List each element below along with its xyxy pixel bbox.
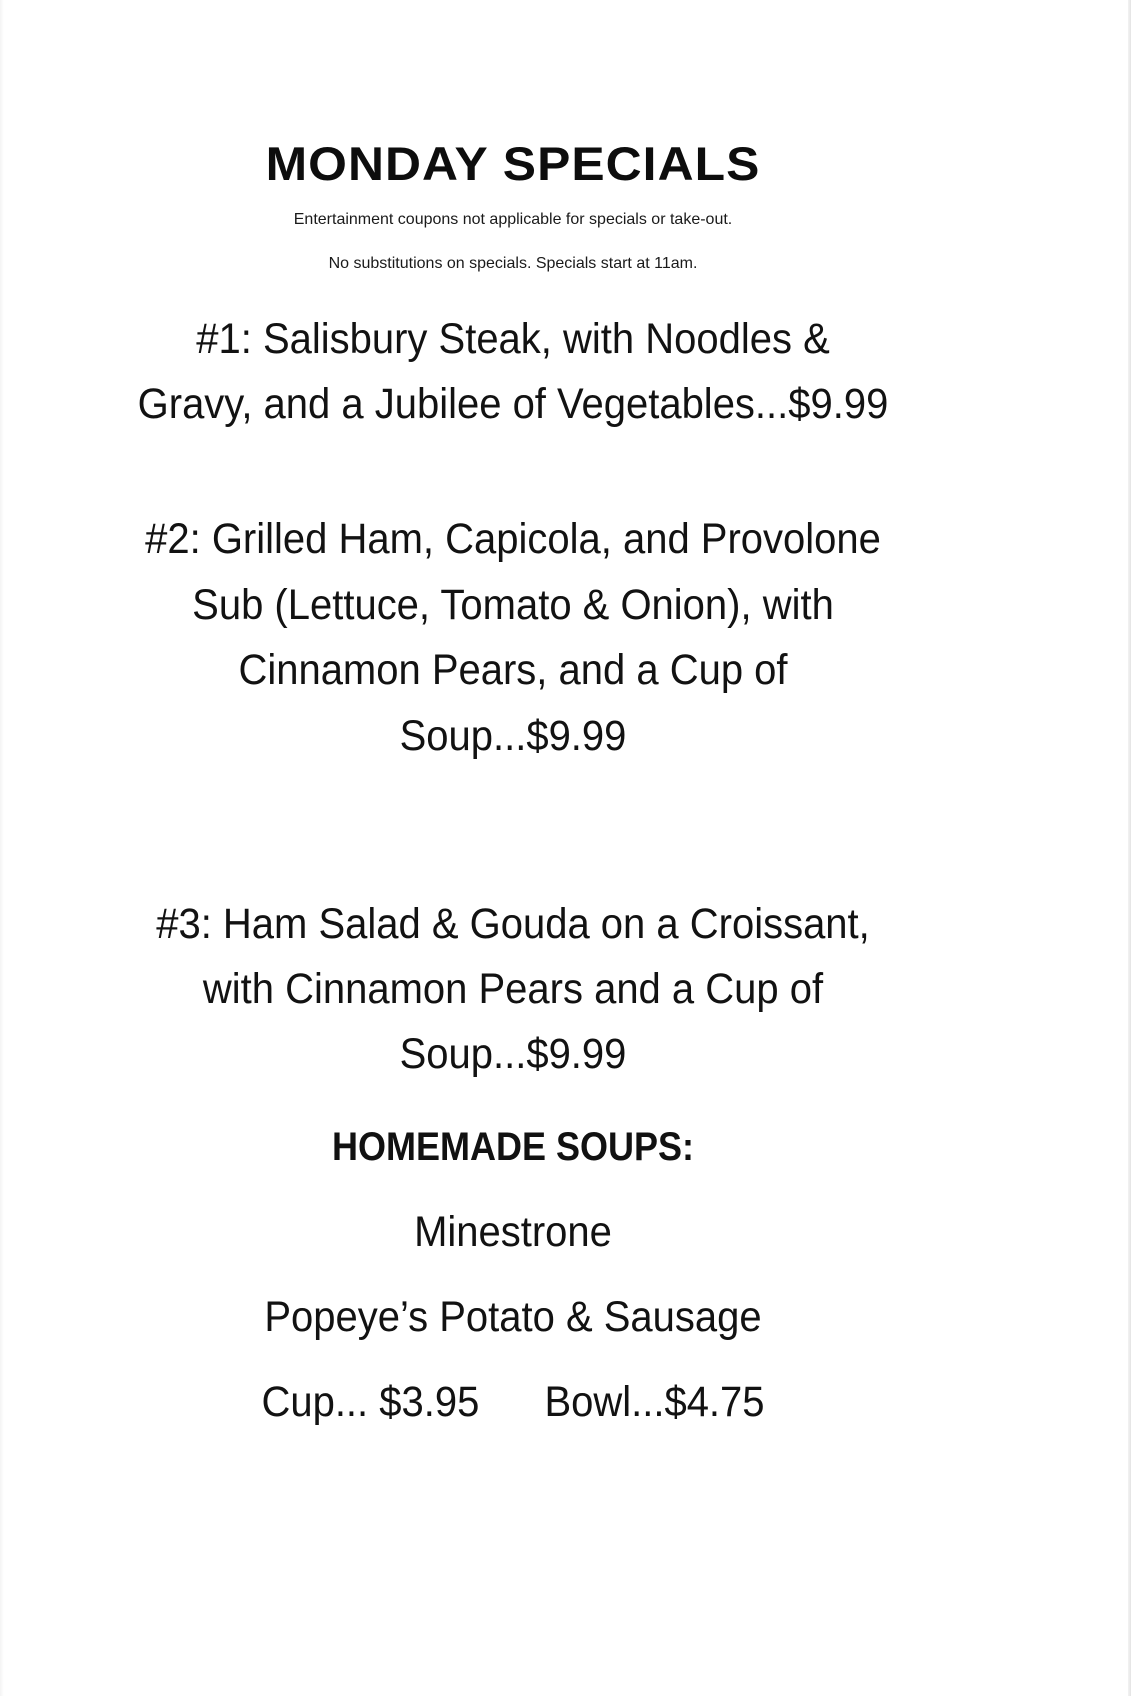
special-2-line-3: Cinnamon Pears, and a Cup of [238, 646, 788, 694]
special-2-line-2: Sub (Lettuce, Tomato & Onion), with [192, 581, 834, 629]
substitution-note: No substitutions on specials. Specials start at 11am. [328, 255, 698, 272]
soup-potato-sausage: Popeye’s Potato & Sausage [264, 1293, 762, 1341]
coupon-note: Entertainment coupons not applicable for specials or take-out. [293, 211, 733, 228]
scan-edge-left [0, 0, 4, 1696]
special-3-line-2: with Cinnamon Pears and a Cup of [202, 965, 824, 1013]
special-1-line-1: #1: Salisbury Steak, with Noodles & [196, 315, 830, 363]
special-2-line-4: Soup...$9.99 [399, 712, 627, 760]
soup-minestrone: Minestrone [414, 1208, 612, 1256]
page-title: MONDAY SPECIALS [265, 137, 761, 190]
soups-heading: HOMEMADE SOUPS: [331, 1125, 695, 1169]
cup-price: Cup... $3.95 [261, 1378, 480, 1426]
bowl-price: Bowl...$4.75 [544, 1378, 765, 1426]
special-1-line-2: Gravy, and a Jubilee of Vegetables...$9.99 [137, 380, 889, 428]
special-3-line-3: Soup...$9.99 [399, 1030, 627, 1078]
special-2-line-1: #2: Grilled Ham, Capicola, and Provolone [145, 515, 881, 563]
soup-prices [36, 1378, 990, 1426]
special-3-line-1: #3: Ham Salad & Gouda on a Croissant, [156, 900, 870, 948]
